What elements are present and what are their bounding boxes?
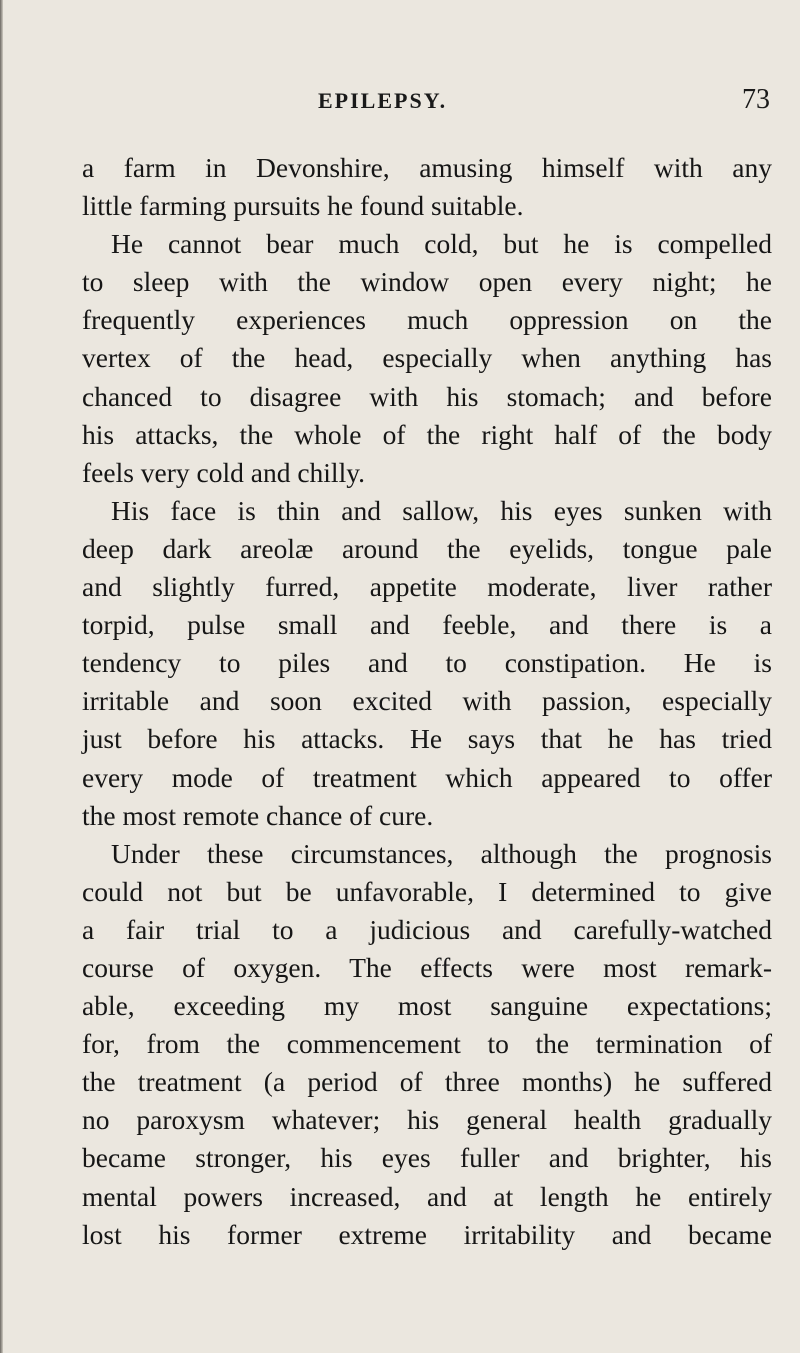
text-line: able, exceeding my most sanguine expectations; [82,990,772,1022]
text-line: vertex of the head, especially when anything has [82,342,772,374]
text-line: and slightly furred, appetite moderate, liver rather [82,571,772,603]
page-gutter-edge [0,0,3,1353]
page-header [84,84,774,128]
text-line: to sleep with the window open every night; he [82,266,772,298]
text-line: no paroxysm whatever; his general health gradually [82,1104,772,1136]
text-line: He cannot bear much cold, but he is compelled [111,228,772,260]
text-line: a fair trial to a judicious and carefully-watched [82,913,772,945]
text-line: Under these circumstances, although the prognosis [111,837,772,869]
text-line: could not but be unfavorable, I determined to give [82,875,772,907]
text-line: chanced to disagree with his stomach; and before [82,380,772,412]
text-line: the most remote chance of cure. [82,799,434,831]
text-line: irritable and soon excited with passion, especially [82,685,772,717]
text-line: every mode of treatment which appeared to offer [82,761,772,793]
text-line: feels very cold and chilly. [82,456,366,488]
text-line: tendency to piles and to constipation. He is [82,647,772,679]
body-text [82,149,772,1254]
text-line: lost his former extreme irritability and became [82,1218,772,1250]
text-line: course of oxygen. The effects were most remark- [82,951,772,983]
text-line: frequently experiences much oppression on the [82,304,772,336]
running-title: EPILEPSY. [318,88,448,113]
text-line: became stronger, his eyes fuller and brighter, his [82,1142,772,1174]
text-line: the treatment (a period of three months) he suffered [82,1066,772,1098]
text-line: little farming pursuits he found suitable. [82,190,524,222]
page-number: 73 [742,84,770,115]
text-line: just before his attacks. He says that he has tried [82,723,772,755]
text-line: for, from the commencement to the termination of [82,1028,772,1060]
text-line: torpid, pulse small and feeble, and there is a [82,609,772,641]
text-line: His face is thin and sallow, his eyes sunken with [111,494,772,526]
text-line: his attacks, the whole of the right half of the body [82,418,772,450]
text-line: deep dark areolæ around the eyelids, tongue pale [82,532,772,564]
text-line: mental powers increased, and at length he entirely [82,1180,772,1212]
text-line: a farm in Devonshire, amusing himself with any [82,152,772,183]
